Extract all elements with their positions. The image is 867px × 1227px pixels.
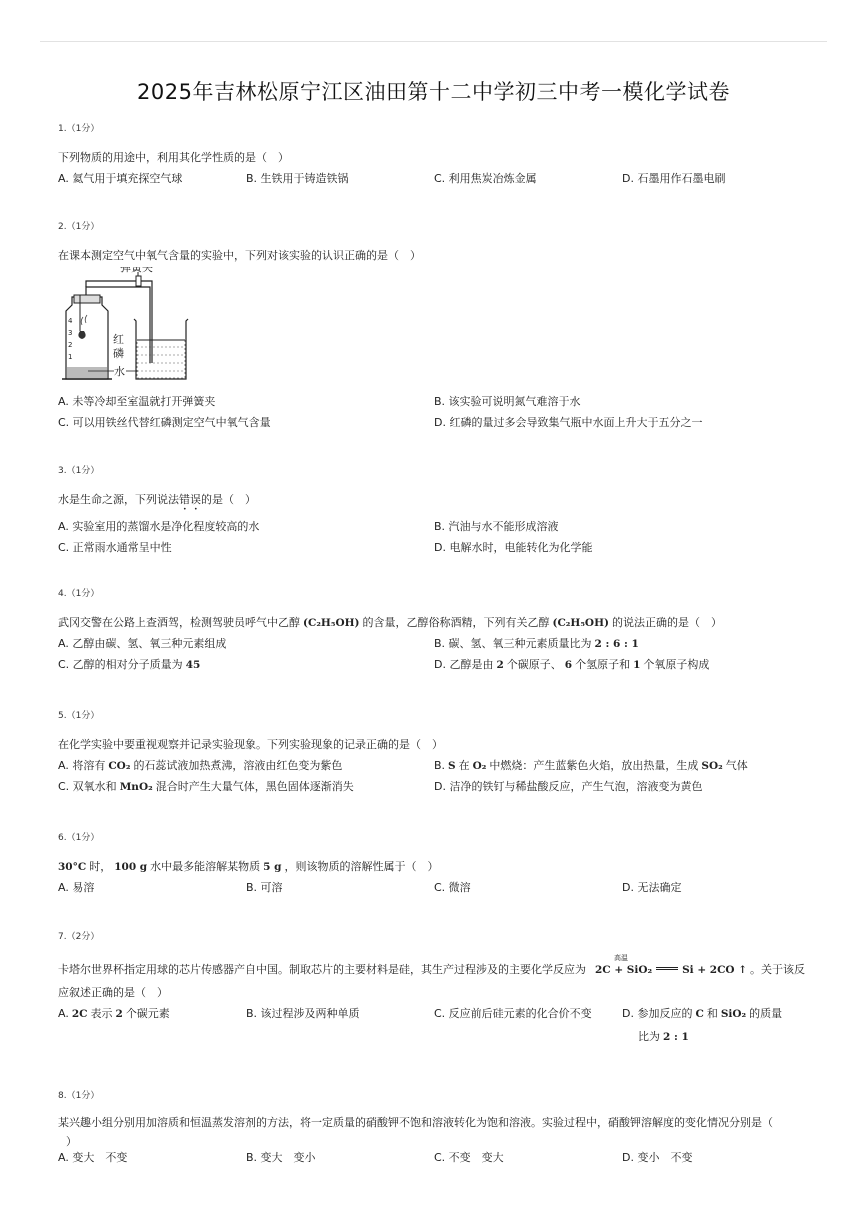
mass-ratio: 2 : 6 : 1 xyxy=(594,638,639,650)
stem-text: ，则该物质的溶解性属于（ ） xyxy=(284,860,439,873)
question-stem: 在化学实验中要重视观察并记录实验现象。下列实验现象的记录正确的是（ ） xyxy=(58,738,443,751)
beaker xyxy=(134,319,188,379)
formula: S xyxy=(448,760,456,772)
formula: SiO₂ xyxy=(720,1008,747,1020)
bottle-water xyxy=(67,367,107,378)
question-stem-end: ） xyxy=(66,1135,77,1148)
option-text: 的质量 xyxy=(749,1007,783,1020)
stopper xyxy=(74,295,100,303)
option-a[interactable]: A. 未等冷却至室温就打开弹簧夹 xyxy=(58,395,216,408)
option-text: 中燃烧：产生蓝紫色火焰，放出热量，生成 xyxy=(489,759,699,772)
equation-sign xyxy=(656,967,678,970)
phosphorus-label-1: 红 xyxy=(113,333,124,346)
glass-tube xyxy=(86,287,150,295)
scale-mark-4: 4 xyxy=(68,317,73,325)
scale-mark-3: 3 xyxy=(68,329,73,337)
option-b[interactable]: B. 该过程涉及两种单质 xyxy=(246,1007,360,1020)
mass-ratio: 2 : 1 xyxy=(663,1031,689,1043)
option-row xyxy=(58,395,810,409)
question-1 xyxy=(58,122,810,186)
count: 2 xyxy=(115,1008,123,1020)
count: 1 xyxy=(633,659,641,671)
phosphorus-label-2: 磷 xyxy=(113,347,124,360)
question-stem-cont: 应叙述正确的是（ ） xyxy=(58,986,168,999)
option-d[interactable] xyxy=(434,658,810,672)
ethanol-formula: (C₂H₅OH) xyxy=(303,617,360,629)
option-b[interactable] xyxy=(434,637,810,651)
option-text: B. xyxy=(434,759,446,772)
formula: O₂ xyxy=(472,760,487,772)
count: 6 xyxy=(564,659,573,671)
reaction-condition: 高温 xyxy=(614,954,628,962)
option-text: 比为 xyxy=(638,1030,660,1043)
question-8 xyxy=(58,1089,810,1165)
option-row xyxy=(58,541,810,555)
option-c[interactable] xyxy=(58,658,434,672)
option-d[interactable]: D. 电解水时，电能转化为化学能 xyxy=(434,541,593,554)
option-b[interactable]: B. 变大 变小 xyxy=(246,1151,316,1164)
option-text: 个碳原子、 xyxy=(506,658,562,671)
question-stem xyxy=(58,860,810,874)
question-stem xyxy=(58,616,810,630)
option-c[interactable]: C. 不变 变大 xyxy=(434,1151,504,1164)
question-number: 4.（1分） xyxy=(58,589,100,599)
spoon-icon xyxy=(78,331,85,339)
page-title: 2025年吉林松原宁江区油田第十二中学初三中考一模化学试卷 xyxy=(137,80,730,104)
question-stem: 下列物质的用途中，利用其化学性质的是（ ） xyxy=(58,151,289,164)
option-text: D. 参加反应的 xyxy=(622,1007,693,1020)
option-a[interactable]: A. 乙醇由碳、氢、氧三种元素组成 xyxy=(58,637,227,650)
question-stem xyxy=(58,493,810,513)
option-d[interactable] xyxy=(622,1007,802,1044)
formula: MnO₂ xyxy=(119,781,153,793)
option-text: D. 乙醇是由 xyxy=(434,658,494,671)
question-5 xyxy=(58,709,810,794)
formula: C xyxy=(695,1008,704,1020)
stem-text: 的是（ ） xyxy=(201,493,256,506)
option-text: B. 碳、氢、氧三种元素质量比为 xyxy=(434,637,592,650)
option-c[interactable]: C. 利用焦炭冶炼金属 xyxy=(434,172,537,185)
formula: CO₂ xyxy=(108,760,131,772)
clip-label: 弹簧夹 xyxy=(120,267,153,274)
question-stem xyxy=(58,954,810,977)
question-number: 2.（1分） xyxy=(58,222,100,232)
option-text: 表示 xyxy=(90,1007,113,1020)
option-row xyxy=(58,1007,810,1044)
option-a[interactable]: A. 氦气用于填充探空气球 xyxy=(58,172,183,185)
option-row xyxy=(58,520,810,534)
option-d[interactable]: D. 石墨用作石墨电刷 xyxy=(622,172,726,185)
header-divider xyxy=(40,41,827,42)
option-row xyxy=(58,172,810,186)
chemical-equation xyxy=(592,954,750,977)
option-c[interactable]: C. 反应前后硅元素的化合价不变 xyxy=(434,1007,592,1020)
stem-text: 水是生命之源，下列说法 xyxy=(58,493,179,506)
option-text: 和 xyxy=(706,1007,718,1020)
question-2 xyxy=(58,220,810,430)
option-d[interactable]: D. 洁净的铁钉与稀盐酸反应，产生气泡，溶液变为黄色 xyxy=(434,780,703,793)
question-number: 7.（2分） xyxy=(58,932,100,942)
option-a[interactable] xyxy=(58,1007,246,1044)
question-number: 6.（1分） xyxy=(58,833,100,843)
option-a[interactable]: A. 易溶 xyxy=(58,881,95,894)
water-label: 水 xyxy=(114,365,125,378)
formula: SO₂ xyxy=(701,760,723,772)
question-6 xyxy=(58,831,810,895)
question-stem: 在课本测定空气中氧气含量的实验中，下列对该实验的认识正确的是（ ） xyxy=(58,249,421,262)
stem-text: 时， xyxy=(89,860,112,873)
question-number: 1.（1分） xyxy=(58,124,100,134)
option-row xyxy=(58,1151,810,1165)
mass-value: 100 g xyxy=(114,861,148,873)
temperature: 30°C xyxy=(58,861,87,873)
mass-value: 5 g xyxy=(263,861,282,873)
option-text: 气体 xyxy=(725,759,748,772)
option-text: 在 xyxy=(458,759,470,772)
option-text: C. 双氧水和 xyxy=(58,780,117,793)
option-text: A. xyxy=(58,1007,69,1020)
option-a[interactable]: A. 变大 不变 xyxy=(58,1151,128,1164)
scale-mark-1: 1 xyxy=(68,353,73,361)
option-row xyxy=(58,780,810,794)
emphasis-text: 错误 xyxy=(179,493,201,506)
option-c[interactable]: C. 正常雨水通常呈中性 xyxy=(58,541,172,554)
option-d[interactable]: D. 变小 不变 xyxy=(622,1151,693,1164)
spring-clip-icon xyxy=(136,276,141,286)
option-row xyxy=(58,416,810,430)
option-text: A. 将溶有 xyxy=(58,759,106,772)
option-d[interactable]: D. 红磷的量过多会导致集气瓶中水面上升大于五分之一 xyxy=(434,416,703,429)
equation-left: 2C + SiO₂ xyxy=(595,964,653,976)
option-row xyxy=(58,881,810,895)
molar-mass: 45 xyxy=(185,659,201,671)
stem-text: 武冈交警在公路上查酒驾，检测驾驶员呼气中乙醇 xyxy=(58,616,300,629)
option-b[interactable]: B. 汽油与水不能形成溶液 xyxy=(434,520,559,533)
question-stem: 某兴趣小组分别用加溶质和恒温蒸发溶剂的方法，将一定质量的硝酸钾不饱和溶液转化为饱和溶液。实验过程中，硝酸钾溶解度的变化情况分别是（ xyxy=(58,1116,773,1129)
formula: 2C xyxy=(71,1008,88,1020)
equation-right: Si + 2CO ↑ xyxy=(682,964,748,976)
scale-mark-2: 2 xyxy=(68,341,73,349)
option-text: 个碳元素 xyxy=(125,1007,170,1020)
question-4 xyxy=(58,587,810,672)
option-text: 个氧原子构成 xyxy=(643,658,710,671)
option-b[interactable] xyxy=(434,759,810,773)
option-c[interactable]: C. 微溶 xyxy=(434,881,471,894)
option-text: 个氢原子和 xyxy=(575,658,631,671)
option-b[interactable]: B. 可溶 xyxy=(246,881,283,894)
question-3 xyxy=(58,464,810,555)
option-b[interactable]: B. 生铁用于铸造铁锅 xyxy=(246,172,349,185)
gas-bottle xyxy=(66,297,108,379)
option-text: C. 乙醇的相对分子质量为 xyxy=(58,658,183,671)
option-row xyxy=(58,759,810,773)
option-text: 混合时产生大量气体，黑色固体逐渐消失 xyxy=(155,780,354,793)
tube-into-beaker xyxy=(150,295,152,363)
option-row xyxy=(58,637,810,651)
option-b[interactable]: B. 该实验可说明氮气难溶于水 xyxy=(434,395,581,408)
stem-text: 的含量，乙醇俗称酒精，下列有关乙醇 xyxy=(362,616,550,629)
option-a[interactable]: A. 实验室用的蒸馏水是净化程度较高的水 xyxy=(58,520,260,533)
apparatus-diagram xyxy=(58,267,258,389)
option-c[interactable]: C. 可以用铁丝代替红磷测定空气中氧气含量 xyxy=(58,416,271,429)
beaker-water xyxy=(137,340,185,378)
question-number: 8.（1分） xyxy=(58,1091,100,1101)
question-number: 3.（1分） xyxy=(58,466,100,476)
stem-text: 。关于该反 xyxy=(750,963,806,976)
option-d[interactable]: D. 无法确定 xyxy=(622,881,682,894)
option-a[interactable] xyxy=(58,759,434,773)
option-text: 的石蕊试液加热煮沸，溶液由红色变为紫色 xyxy=(133,759,343,772)
count: 2 xyxy=(496,659,504,671)
option-row xyxy=(58,658,810,672)
stem-text: 的说法正确的是（ ） xyxy=(611,616,722,629)
option-c[interactable] xyxy=(58,780,434,794)
question-number: 5.（1分） xyxy=(58,711,100,721)
question-7 xyxy=(58,930,810,1044)
stem-text: 水中最多能溶解某物质 xyxy=(150,860,261,873)
ethanol-formula: (C₂H₅OH) xyxy=(552,617,609,629)
stem-text: 卡塔尔世界杯指定用球的芯片传感器产自中国。制取芯片的主要材料是硅，其生产过程涉及的主要化学反应为 xyxy=(58,963,586,976)
